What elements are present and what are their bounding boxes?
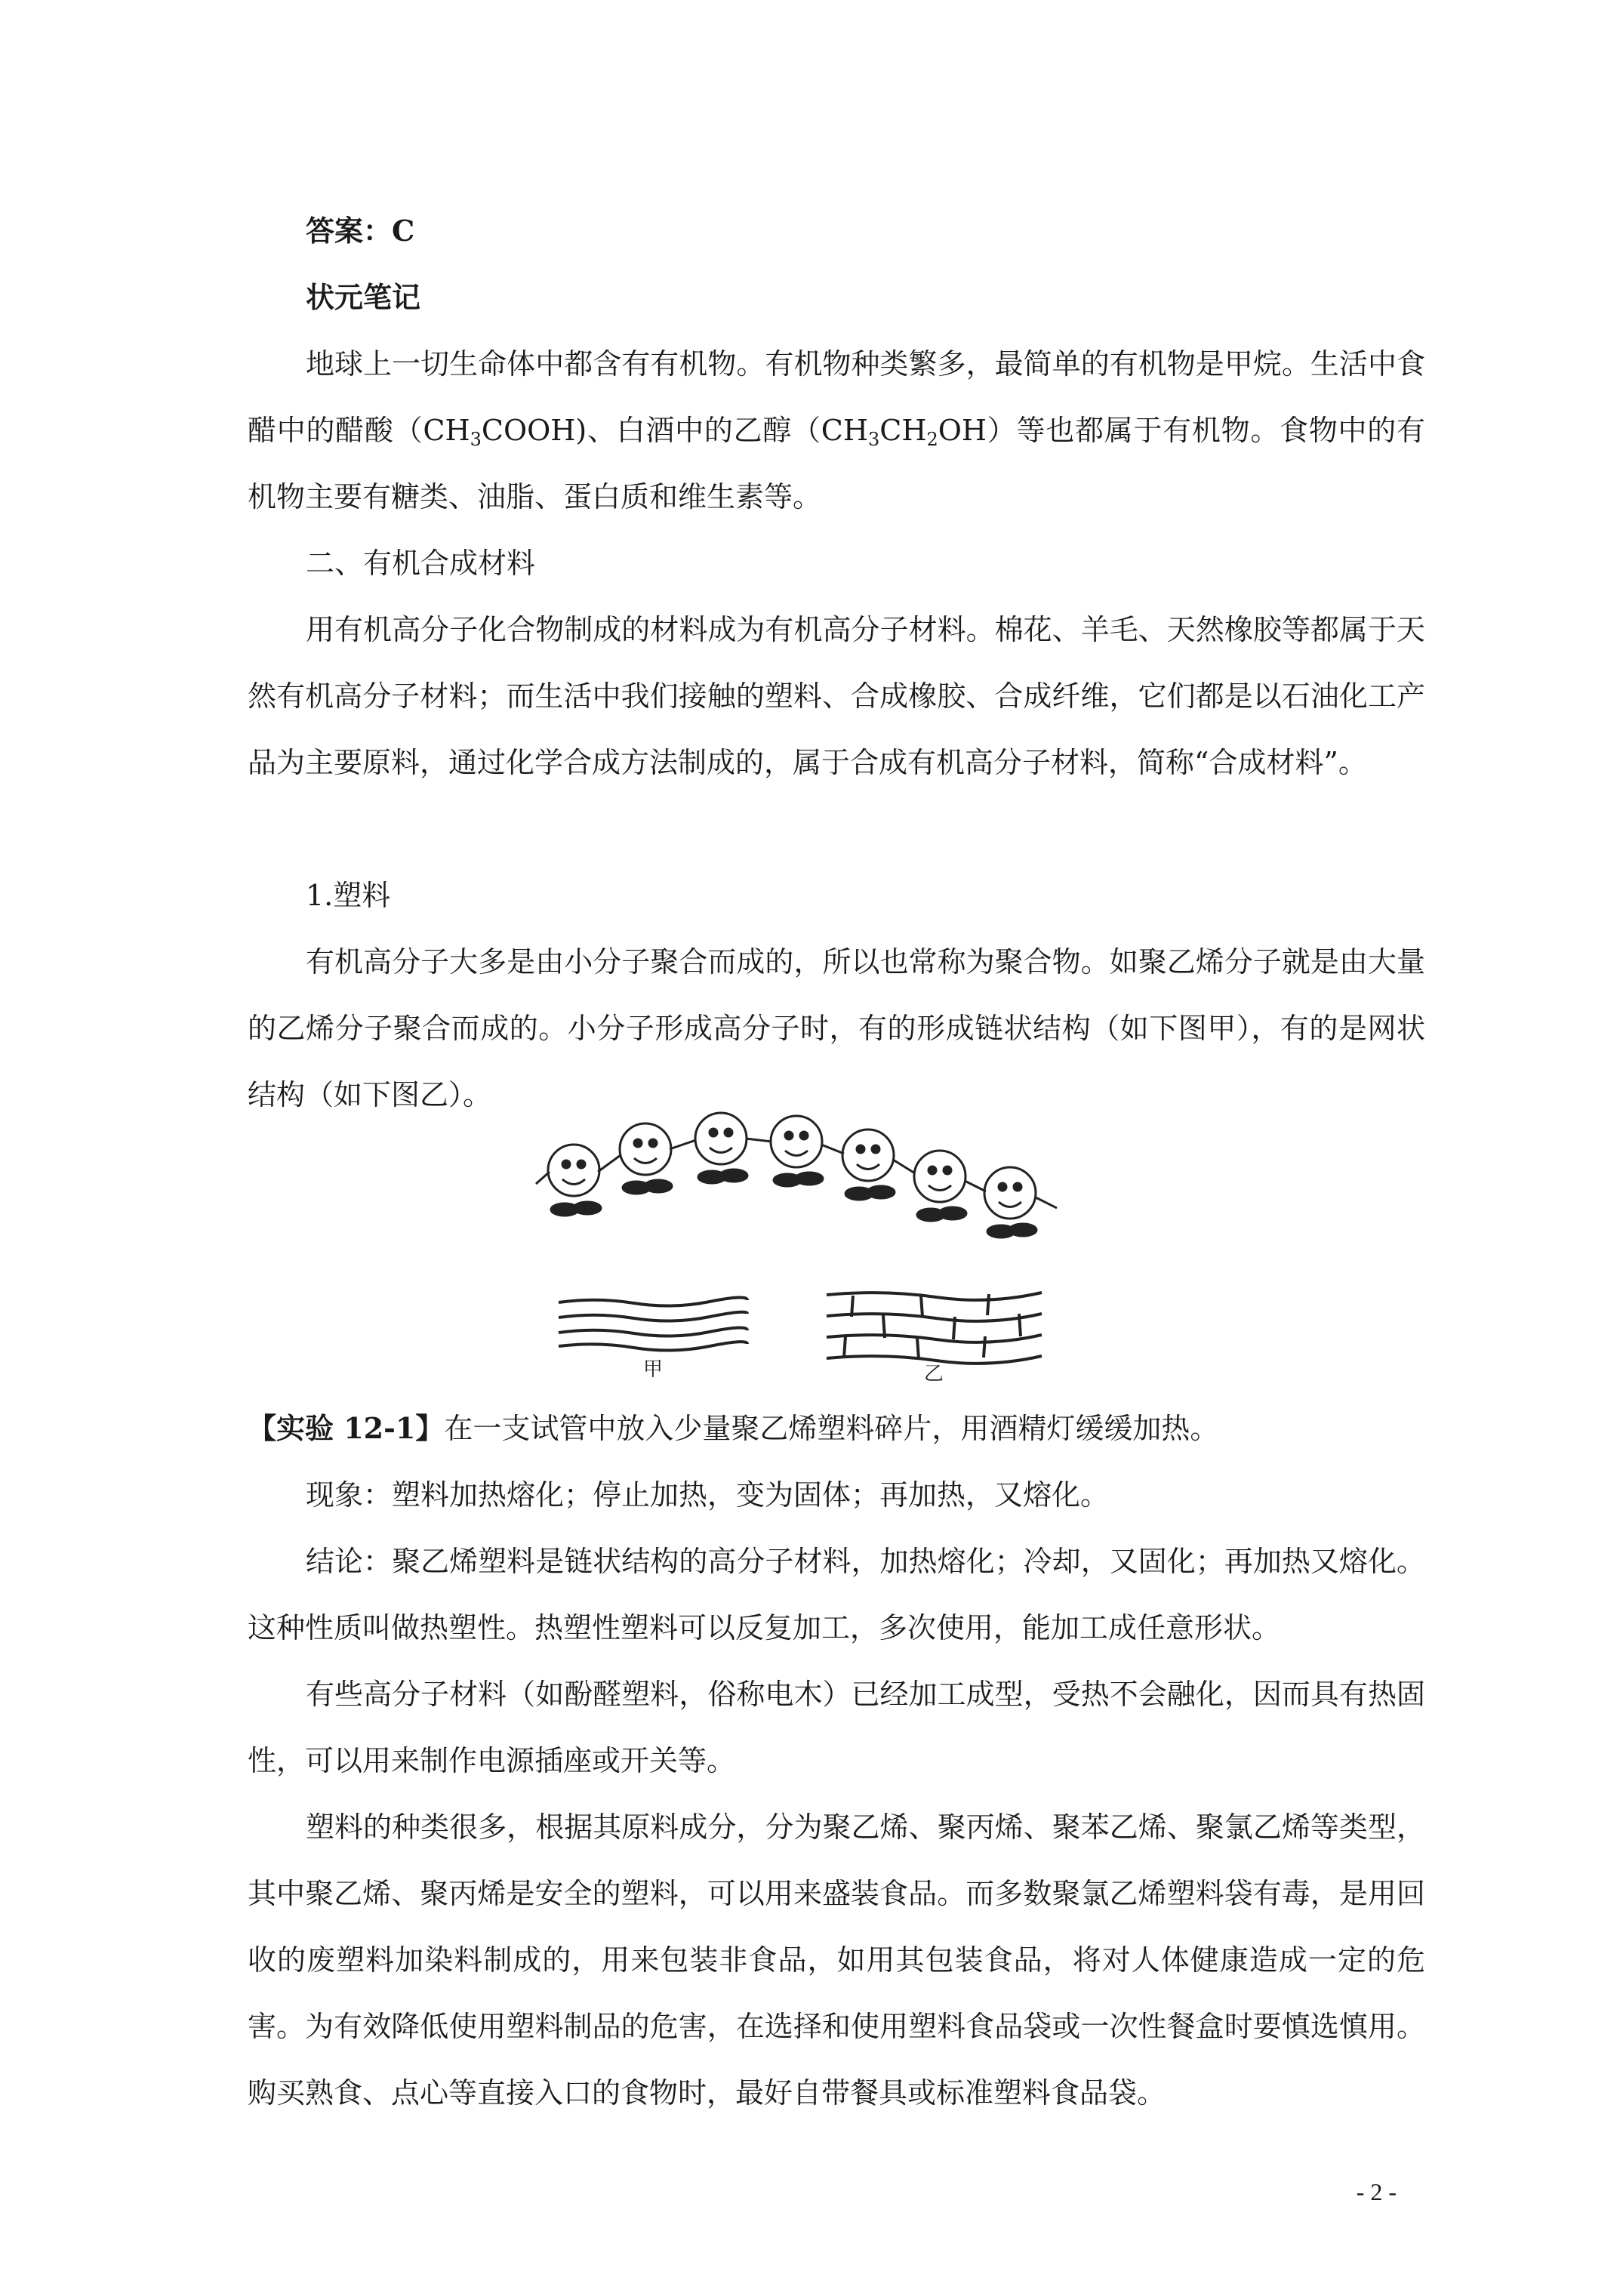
polymer-paragraph: 有机高分子大多是由小分子聚合而成的，所以也常称为聚合物。如聚乙烯分子就是由大量的乙烯分子聚合而成的。小分子形成高分子时，有的形成链状结构（如下图甲），有的是网状结构（如下图乙）。 xyxy=(248,945,1425,1111)
chain-structure-diagram xyxy=(559,1297,747,1350)
thermoset-paragraph: 有些高分子材料（如酚醛塑料，俗称电木）已经加工成型，受热不会融化，因而具有热固性，可以用来制作电源插座或开关等。 xyxy=(248,1678,1425,1777)
molecule-figure xyxy=(914,1151,966,1221)
molecule-figure xyxy=(771,1116,823,1186)
notes-heading: 状元笔记 xyxy=(306,280,421,314)
network-structure-diagram xyxy=(827,1293,1042,1364)
organic-intro-paragraph: 地球上一切生命体中都含有有机物。有机物种类繁多，最简单的有机物是甲烷。生活中食醋中的醋酸$(CH_3COOH)$、白酒中的乙醇$(CH_3CH_2OH)$等也都属于有机物。食物中的有机物主要有糖类、油脂、蛋白质和维生素等。 xyxy=(248,347,1426,513)
polymer-structure-figure xyxy=(528,1087,1102,1382)
molecule-figure xyxy=(842,1130,895,1200)
figure-label-yi: 乙 xyxy=(923,1363,944,1382)
subsection-title-plastic: 1.塑料 xyxy=(306,879,391,912)
molecule-chain-illustration xyxy=(536,1113,1057,1237)
section-title: 二、有机合成材料 xyxy=(306,547,536,580)
molecule-figure xyxy=(548,1145,601,1216)
experiment-paragraph: 【实验 12-1】在一支试管中放入少量聚乙烯塑料碎片，用酒精灯缓缓加热。 xyxy=(248,1411,1219,1445)
conclusion-paragraph: 结论：聚乙烯塑料是链状结构的高分子材料，加热熔化；冷却，又固化；再加热又熔化。这种性质叫做热塑性。热塑性塑料可以反复加工，多次使用，能加工成任意形状。 xyxy=(248,1545,1425,1644)
molecule-figure xyxy=(695,1113,747,1183)
page-number: - 2 - xyxy=(1356,2178,1397,2205)
synthetic-materials-paragraph: 用有机高分子化合物制成的材料成为有机高分子材料。棉花、羊毛、天然橡胶等都属于天然有机高分子材料；而生活中我们接触的塑料、合成橡胶、合成纤维，它们都是以石油化工产品为主要原料，通过化学合成方法制成的，属于合成有机高分子材料，简称“合成材料”。 xyxy=(248,613,1425,779)
polymer-illustration xyxy=(528,1087,1102,1382)
molecule-figure xyxy=(620,1123,672,1194)
molecule-figure xyxy=(984,1167,1036,1237)
experiment-tag: 【实验 12-1】 xyxy=(248,1411,445,1445)
plastic-types-paragraph: 塑料的种类很多，根据其原料成分，分为聚乙烯、聚丙烯、聚苯乙烯、聚氯乙烯等类型，其中聚乙烯、聚丙烯是安全的塑料，可以用来盛装食品。而多数聚氯乙烯塑料袋有毒，是用回收的废塑料加染料制成的，用来包装非食品，如用其包装食品，将对人体健康造成一定的危害。为有效降低使用塑料制品的危害，在选择和使用塑料食品袋或一次性餐盒时要慎选慎用。购买熟食、点心等直接入口的食物时，最好自带餐具或标准塑料食品袋。 xyxy=(248,1811,1425,2110)
answer-line: 答案：C xyxy=(306,214,415,248)
phenomenon-paragraph: 现象：塑料加热熔化；停止加热，变为固体；再加热，又熔化。 xyxy=(306,1478,1110,1512)
figure-label-jia: 甲 xyxy=(642,1358,664,1381)
